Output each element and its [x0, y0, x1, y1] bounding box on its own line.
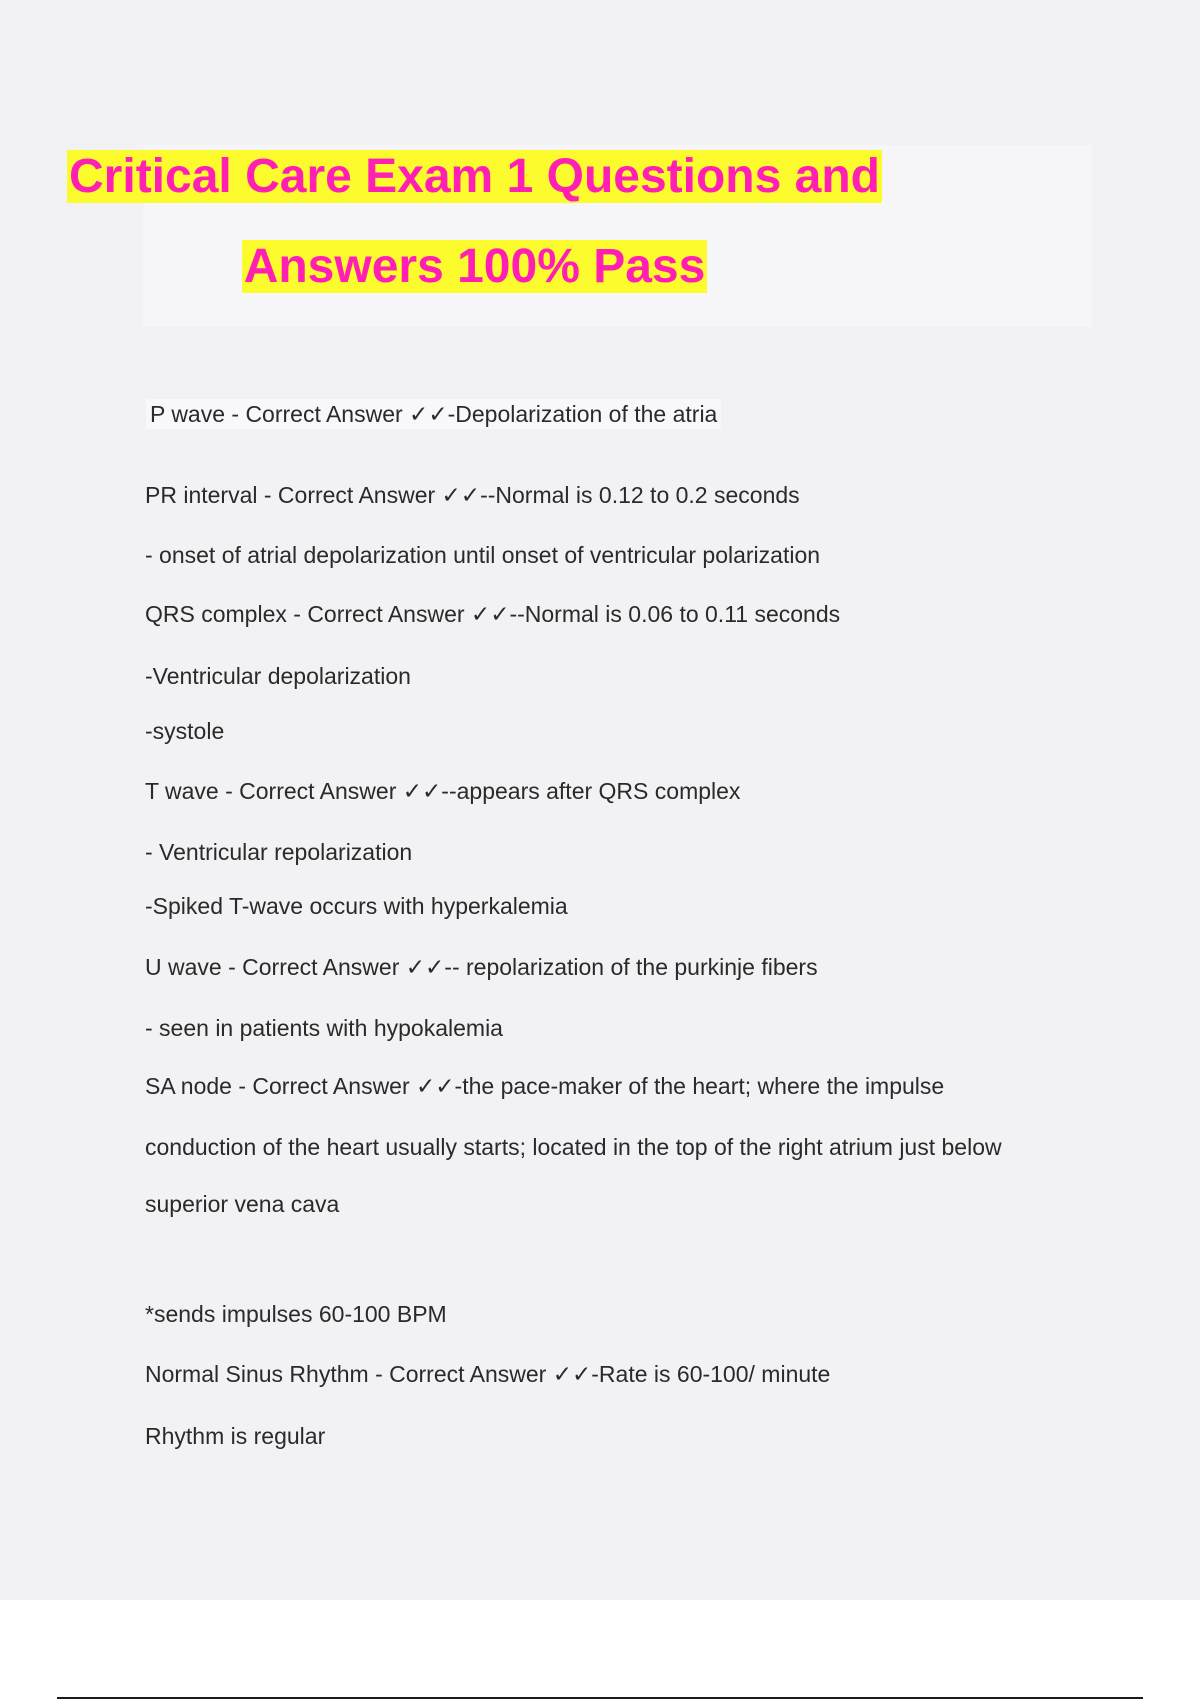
text-line-p-wave: P wave - Correct Answer ✓✓-Depolarization of the atria: [146, 399, 721, 429]
document-title-line-1: Critical Care Exam 1 Questions and: [69, 150, 880, 203]
text-line-normal-sinus-rhythm: Normal Sinus Rhythm - Correct Answer ✓✓-Rate is 60-100/ minute: [145, 1361, 831, 1387]
text-line-u-wave: U wave - Correct Answer ✓✓-- repolarization of the purkinje fibers: [145, 954, 818, 980]
text-line-rhythm-regular: Rhythm is regular: [145, 1423, 326, 1449]
text-line-sa-node-cont-1: conduction of the heart usually starts; located in the top of the right atrium just below: [145, 1134, 1002, 1160]
text-line-u-detail: - seen in patients with hypokalemia: [145, 1015, 503, 1041]
document-title-line-2: Answers 100% Pass: [243, 240, 706, 293]
text-line-qrs-detail-1: -Ventricular depolarization: [145, 663, 411, 689]
text-line-t-wave: T wave - Correct Answer ✓✓--appears after QRS complex: [145, 778, 741, 804]
text-line-qrs-detail-2: -systole: [145, 718, 225, 744]
text-line-sa-node: SA node - Correct Answer ✓✓-the pace-maker of the heart; where the impulse: [145, 1073, 945, 1099]
footer-rule: [57, 1697, 1143, 1699]
text-line-pr-interval: PR interval - Correct Answer ✓✓--Normal is 0.12 to 0.2 seconds: [145, 482, 800, 508]
text-line-pr-detail: - onset of atrial depolarization until onset of ventricular polarization: [145, 542, 821, 568]
text-line-sa-node-impulses: *sends impulses 60-100 BPM: [145, 1301, 447, 1327]
text-line-t-detail-2: -Spiked T-wave occurs with hyperkalemia: [145, 893, 568, 919]
text-line-qrs-complex: QRS complex - Correct Answer ✓✓--Normal is 0.06 to 0.11 seconds: [145, 601, 841, 627]
text-line-t-detail-1: - Ventricular repolarization: [145, 839, 413, 865]
text-line-sa-node-cont-2: superior vena cava: [145, 1191, 340, 1217]
